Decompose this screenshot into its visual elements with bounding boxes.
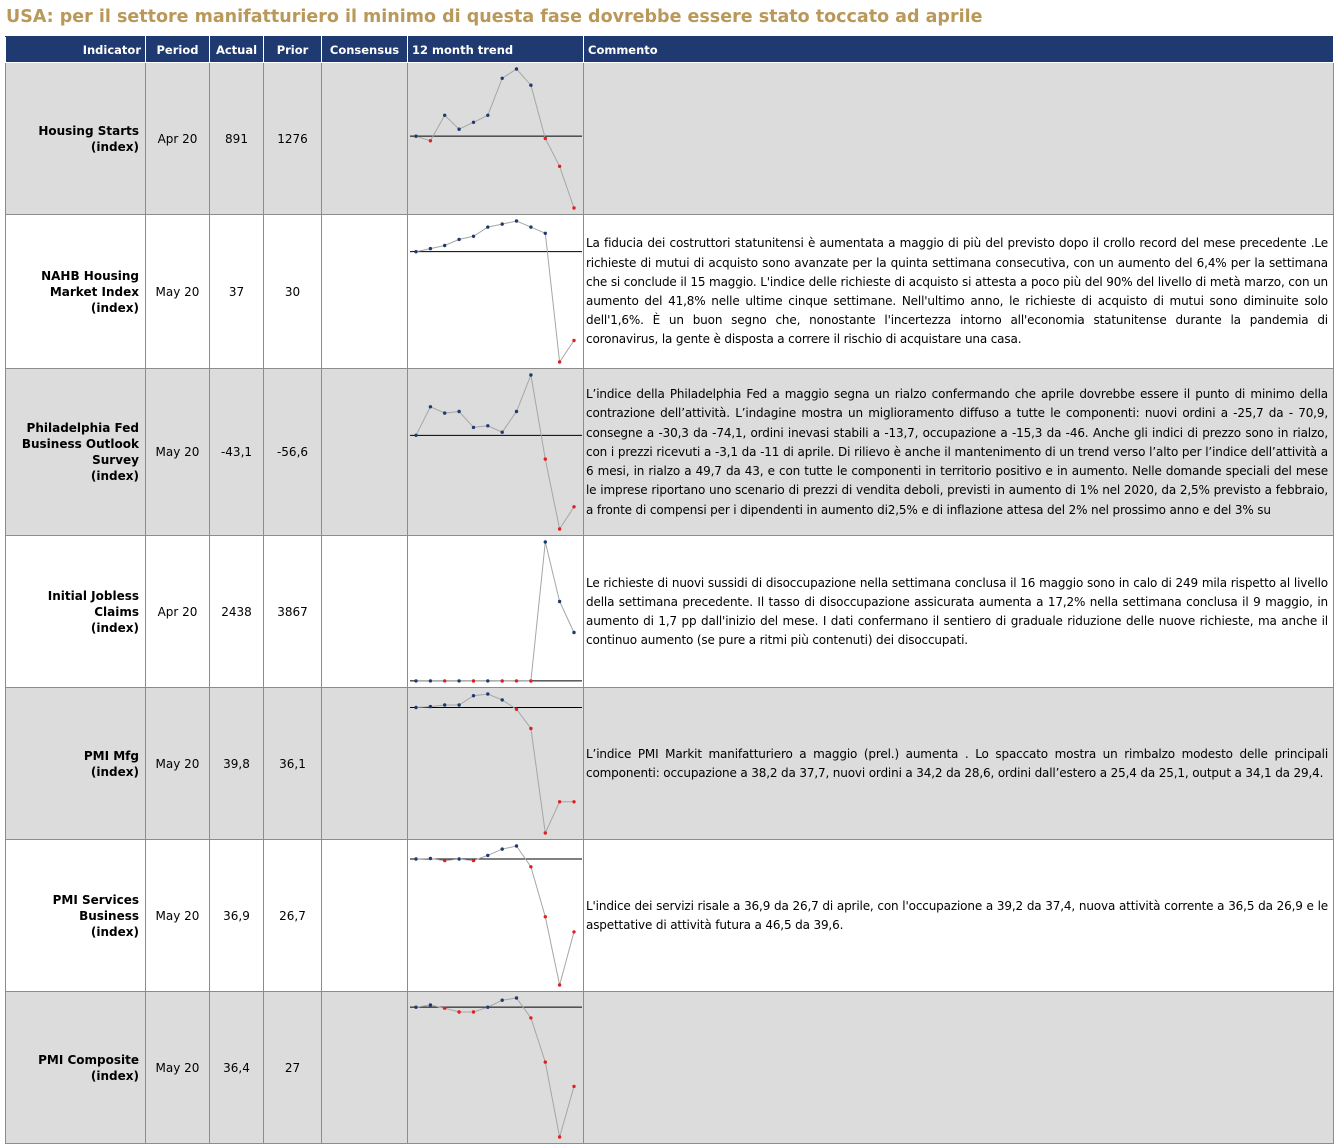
sparkline-point (486, 679, 489, 682)
period-cell: May 20 (146, 369, 210, 536)
consensus-cell (322, 992, 408, 1144)
trend-cell (408, 63, 584, 215)
sparkline-point (501, 222, 504, 225)
header-actual: Actual (210, 37, 264, 63)
sparkline-point (429, 247, 432, 250)
period-cell: May 20 (146, 992, 210, 1144)
prior-cell: 36,1 (264, 688, 322, 840)
actual-cell: 37 (210, 215, 264, 369)
sparkline-series-line (416, 221, 574, 362)
sparkline-point (558, 1135, 561, 1138)
sparkline-point (457, 1010, 460, 1013)
sparkline-point (429, 705, 432, 708)
sparkline-point (572, 631, 575, 634)
sparkline-series-line (416, 542, 574, 681)
prior-cell: 3867 (264, 536, 322, 688)
indicator-unit: (index) (90, 300, 139, 315)
comment-cell (584, 992, 1334, 1144)
comment-text (586, 1067, 1328, 1068)
indicator-cell (6, 688, 146, 840)
sparkline-point (414, 857, 417, 860)
indicator-name: Philadelphia Fed Business Outlook Survey (21, 421, 139, 467)
trend-cell (408, 215, 584, 369)
actual-cell: 891 (210, 63, 264, 215)
indicator-name: NAHB Housing Market Index (41, 268, 139, 299)
indicator-name: Housing Starts (38, 123, 139, 138)
indicator-cell (6, 536, 146, 688)
period-cell: May 20 (146, 840, 210, 992)
sparkline-series-line (416, 846, 574, 985)
prior-cell: -56,6 (264, 369, 322, 536)
sparkline-point (429, 857, 432, 860)
header-indicator: Indicator (6, 37, 146, 63)
table-row-jobless-claims (6, 536, 1334, 688)
sparkline-point (472, 679, 475, 682)
header-prior: Prior (264, 37, 322, 63)
comment-cell (584, 536, 1334, 688)
sparkline-point (544, 1060, 547, 1063)
sparkline-point (544, 915, 547, 918)
indicator-name: PMI Composite (38, 1052, 139, 1067)
sparkline-point (486, 1006, 489, 1009)
sparkline-point (529, 225, 532, 228)
indicator-unit: (index) (90, 469, 139, 483)
sparkline-point (443, 244, 446, 247)
sparkline-point (544, 540, 547, 543)
sparkline-point (515, 708, 518, 711)
sparkline-point (429, 405, 432, 408)
indicators-table (5, 36, 1334, 1144)
sparkline-point (572, 930, 575, 933)
sparkline-point (529, 373, 532, 376)
sparkline-point (544, 457, 547, 460)
actual-cell: 36,4 (210, 992, 264, 1144)
sparkline-point (544, 232, 547, 235)
actual-cell: 39,8 (210, 688, 264, 840)
comment-text: L'indice dei servizi risale a 36,9 da 26,7 di aprile, con l'occupazione a 39,2 da 37,4, nuova attività corrente a 36,5 da 26,9 e le aspettative di attività futura a 46,5 da 39,6. (586, 898, 1328, 932)
sparkline-point (472, 694, 475, 697)
table-row-housing-starts (6, 63, 1334, 215)
sparkline-point (501, 431, 504, 434)
comment-text: L’indice PMI Markit manifatturiero a maggio (prel.) aumenta . Lo spaccato mostra un rimbalzo modesto delle principali componenti: occupazione a 38,2 da 37,7, nuovi ordini a 34,2 da 28,6, ordini dall’estero a 25,4 da 25,1, output a 34,1 da 29,4. (586, 746, 1328, 780)
consensus-cell (322, 215, 408, 369)
sparkline-point (529, 727, 532, 730)
table-row-nahb (6, 215, 1334, 369)
sparkline-point (558, 983, 561, 986)
sparkline-point (472, 235, 475, 238)
trend-cell (408, 536, 584, 688)
actual-cell: -43,1 (210, 369, 264, 536)
comment-cell (584, 840, 1334, 992)
sparkline-point (558, 165, 561, 168)
sparkline-point (414, 135, 417, 138)
sparkline-point (529, 679, 532, 682)
sparkline-point (414, 706, 417, 709)
sparkline-point (529, 84, 532, 87)
sparkline-point (472, 1010, 475, 1013)
sparkline-point (414, 679, 417, 682)
indicator-cell (6, 369, 146, 536)
period-cell: Apr 20 (146, 63, 210, 215)
sparkline-point (429, 139, 432, 142)
prior-cell: 1276 (264, 63, 322, 215)
sparkline-point (544, 831, 547, 834)
sparkline-point (515, 679, 518, 682)
sparkline-point (486, 854, 489, 857)
indicator-unit: (index) (90, 620, 139, 635)
sparkline-point (457, 410, 460, 413)
table-row-pmi-composite (6, 992, 1334, 1144)
sparkline-pmi-mfg (408, 688, 584, 839)
sparkline-series-line (416, 694, 574, 833)
sparkline-series-line (416, 69, 574, 208)
indicator-name: PMI Mfg (83, 748, 139, 763)
sparkline-point (443, 114, 446, 117)
header-period: Period (146, 37, 210, 63)
sparkline-point (529, 865, 532, 868)
sparkline-point (429, 679, 432, 682)
sparkline-point (486, 424, 489, 427)
consensus-cell (322, 536, 408, 688)
table-row-philly-fed (6, 369, 1334, 536)
sparkline-point (558, 360, 561, 363)
sparkline-point (457, 703, 460, 706)
sparkline-point (515, 67, 518, 70)
sparkline-point (544, 137, 547, 140)
sparkline-point (429, 1003, 432, 1006)
sparkline-point (457, 128, 460, 131)
sparkline-point (457, 679, 460, 682)
sparkline-point (529, 1016, 532, 1019)
comment-text: La fiducia dei costruttori statunitensi è aumentata a maggio di più del previsto dopo il crollo record del mese precedente .Le richieste di mutui di acquisto sono avanzate per la quinta settimana consecutiva, con un aumento del 6,4% per la settimana che si conclude il 15 maggio. L'indice delle richieste di acquisto si attesta a poco più del 90% del livello di metà marzo, con un aumento del 41,8% nelle ultime cinque settimane. Nell'ultimo anno, le richieste di acquisto di mutui sono diminuite solo dell'1,6%. È un buon segno che, nonostante l'incertezza intorno all'economia statunitense durante la pandemia di coronavirus, la gente è disposta a correre il rischio di acquistare una casa. (586, 236, 1328, 347)
sparkline-housing-starts (408, 63, 584, 214)
period-cell: May 20 (146, 215, 210, 369)
header-trend: 12 month trend (408, 37, 584, 63)
comment-cell (584, 369, 1334, 536)
sparkline-pmi-composite (408, 992, 584, 1143)
comment-cell (584, 63, 1334, 215)
sparkline-point (472, 121, 475, 124)
table-row-pmi-mfg (6, 688, 1334, 840)
sparkline-point (472, 859, 475, 862)
sparkline-point (414, 434, 417, 437)
comment-text: L’indice della Philadelphia Fed a maggio segna un rialzo confermando che aprile dovrebbe essere il punto di minimo della contrazione dell’attività. L’indagine mostra un miglioramento diffuso a tutte le componenti: nuovi ordini a -25,7 da - 70,9, consegne a -30,3 da -74,1, ordini inevasi stabili a -13,7, occupazione a -15,3 da -46. Anche gli indici di prezzo sono in rialzo, con i prezzi ricevuti a -3,1 da -11 di aprile. Di rilievo è anche il mantenimento di un trend verso l’alto per l’indice dell’attività a 6 mesi, in rialzo a 49,7 da 43, e con tutte le componenti in territorio positivo e in aumento. Nelle domande speciali del mese le imprese riportano uno scenario di prezzi di vendita deboli, previsti in aumento di 1% nel 2020, da 2,5% previsto a febbraio, a fronte di compensi per i dipendenti in aumento di2,5% e di inflazione attesa del 2% nel prossimo anno e del 3% su (586, 387, 1328, 517)
sparkline-point (572, 1085, 575, 1088)
header-comment: Commento (584, 37, 1334, 63)
table-row-pmi-services (6, 840, 1334, 992)
sparkline-point (414, 250, 417, 253)
period-cell: May 20 (146, 688, 210, 840)
sparkline-point (443, 703, 446, 706)
sparkline-point (457, 238, 460, 241)
sparkline-jobless-claims (408, 536, 584, 687)
header-consensus: Consensus (322, 37, 408, 63)
sparkline-point (486, 225, 489, 228)
sparkline-point (515, 844, 518, 847)
consensus-cell (322, 369, 408, 536)
sparkline-point (572, 800, 575, 803)
sparkline-point (443, 859, 446, 862)
sparkline-point (486, 114, 489, 117)
sparkline-point (486, 692, 489, 695)
comment-cell (584, 688, 1334, 840)
indicator-name: PMI Services Business (52, 892, 139, 923)
sparkline-series-line (416, 375, 574, 529)
comment-text: Le richieste di nuovi sussidi di disoccupazione nella settimana conclusa il 16 maggio sono in calo di 249 mila rispetto al livello della settimana precedente. Il tasso di disoccupazione assicurata aumenta a 17,2% nella settimana conclusa il 9 maggio, in aumento di 1,7 pp dall'inizio del mese. I dati confermano il sentiero di graduale riduzione delle nuove richieste, ma anche il continuo aumento (se pure a ritmi più contenuti) dei disoccupati. (586, 575, 1328, 648)
indicator-cell (6, 215, 146, 369)
sparkline-point (515, 219, 518, 222)
sparkline-point (443, 411, 446, 414)
consensus-cell (322, 840, 408, 992)
sparkline-point (457, 857, 460, 860)
sparkline-point (501, 77, 504, 80)
sparkline-point (515, 410, 518, 413)
sparkline-series-line (416, 998, 574, 1137)
sparkline-point (515, 996, 518, 999)
indicator-cell (6, 992, 146, 1144)
sparkline-point (572, 206, 575, 209)
sparkline-philly-fed (408, 369, 584, 535)
sparkline-point (558, 800, 561, 803)
actual-cell: 36,9 (210, 840, 264, 992)
sparkline-point (572, 339, 575, 342)
sparkline-point (501, 999, 504, 1002)
prior-cell: 27 (264, 992, 322, 1144)
indicator-unit: (index) (90, 139, 139, 154)
actual-cell: 2438 (210, 536, 264, 688)
trend-cell (408, 688, 584, 840)
sparkline-point (572, 505, 575, 508)
sparkline-point (558, 527, 561, 530)
sparkline-point (443, 1007, 446, 1010)
prior-cell: 26,7 (264, 840, 322, 992)
header-row (6, 37, 1334, 63)
period-cell: Apr 20 (146, 536, 210, 688)
comment-cell (584, 215, 1334, 369)
indicator-cell (6, 63, 146, 215)
comment-text (586, 138, 1328, 139)
trend-cell (408, 369, 584, 536)
indicator-unit: (index) (90, 1068, 139, 1083)
indicator-unit: (index) (90, 924, 139, 939)
sparkline-point (443, 679, 446, 682)
sparkline-point (501, 847, 504, 850)
trend-cell (408, 840, 584, 992)
sparkline-nahb (408, 215, 584, 368)
sparkline-point (501, 698, 504, 701)
consensus-cell (322, 688, 408, 840)
sparkline-point (558, 600, 561, 603)
sparkline-pmi-services (408, 840, 584, 991)
indicator-unit: (index) (90, 764, 139, 779)
indicator-cell (6, 840, 146, 992)
indicator-name: Initial Jobless Claims (47, 588, 139, 619)
sparkline-point (472, 426, 475, 429)
consensus-cell (322, 63, 408, 215)
trend-cell (408, 992, 584, 1144)
sparkline-point (414, 1006, 417, 1009)
page-title: USA: per il settore manifatturiero il minimo di questa fase dovrebbe essere stato toccato ad aprile (6, 7, 983, 27)
sparkline-point (501, 679, 504, 682)
prior-cell: 30 (264, 215, 322, 369)
